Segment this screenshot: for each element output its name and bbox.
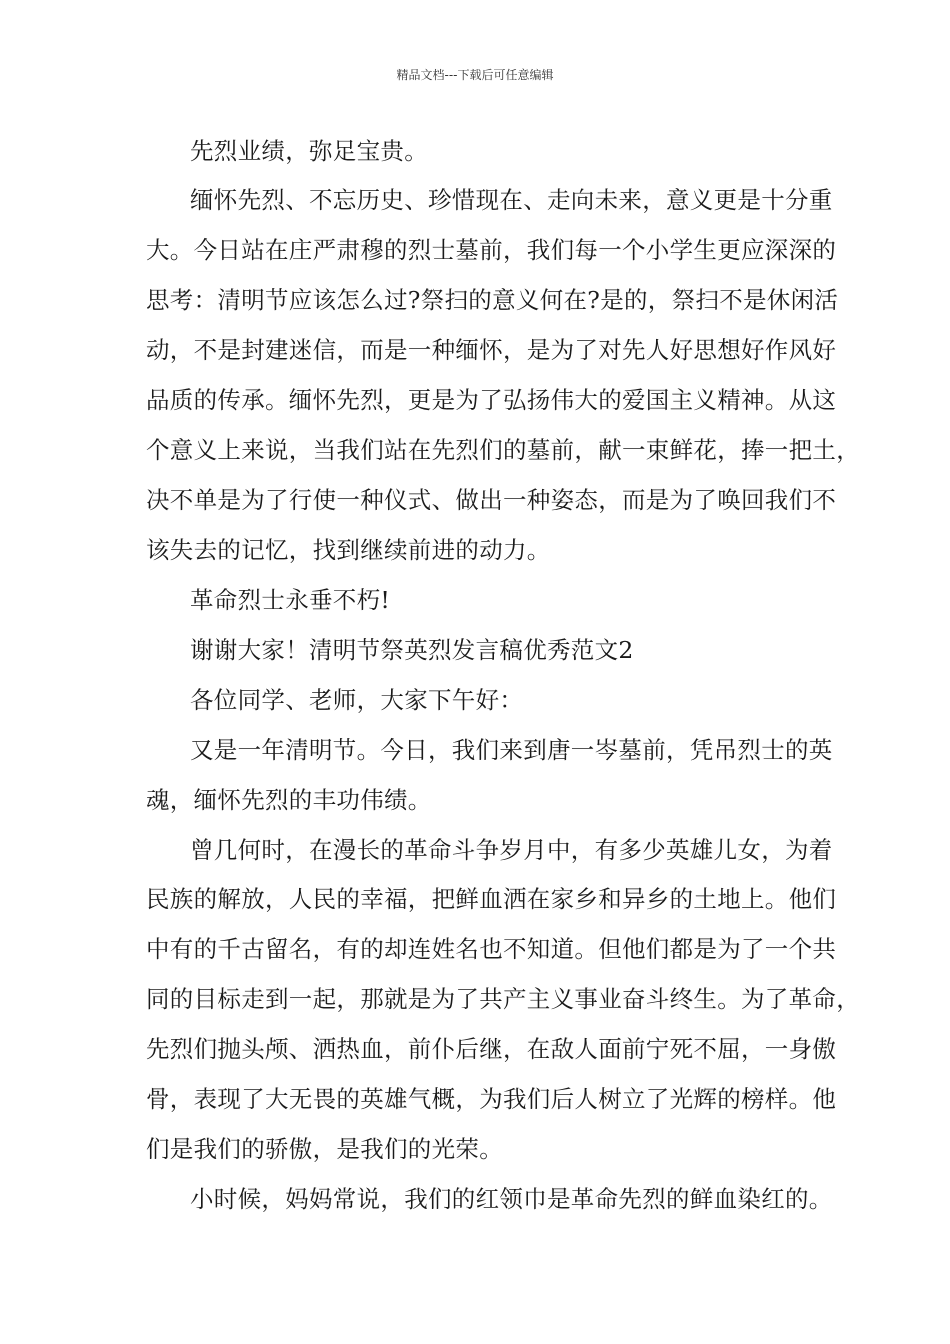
text-line: 先烈业绩，弥足宝贵。 <box>190 137 428 165</box>
text-line: 动，不是封建迷信，而是一种缅怀，是为了对先人好思想好作风好 <box>146 336 837 364</box>
text-line: 品质的传承。缅怀先烈，更是为了弘扬伟大的爱国主义精神。从这 <box>146 386 837 414</box>
text-line: 魂，缅怀先烈的丰功伟绩。 <box>146 786 432 814</box>
text-line: 各位同学、老师，大家下午好： <box>190 686 524 714</box>
text-line: 先烈们抛头颅、洒热血，前仆后继，在敌人面前宁死不屈，一身傲 <box>146 1035 837 1063</box>
page-header: 精品文档---下载后可任意编辑 <box>396 68 554 82</box>
text-line: 中有的千古留名，有的却连姓名也不知道。但他们都是为了一个共 <box>146 935 837 963</box>
text-line: 大。今日站在庄严肃穆的烈士墓前，我们每一个小学生更应深深的 <box>146 236 837 264</box>
text-line: 曾几何时，在漫长的革命斗争岁月中，有多少英雄儿女，为着 <box>190 836 833 864</box>
text-line: 思考：清明节应该怎么过?祭扫的意义何在?是的，祭扫不是休闲活 <box>146 286 839 314</box>
text-line: 同的目标走到一起，那就是为了共产主义事业奋斗终生。为了革命， <box>146 985 860 1013</box>
text-line: 们是我们的骄傲，是我们的光荣。 <box>146 1135 503 1163</box>
text-line: 个意义上来说，当我们站在先烈们的墓前，献一束鲜花，捧一把土， <box>146 436 860 464</box>
text-line: 该失去的记忆，找到继续前进的动力。 <box>146 536 551 564</box>
text-line: 民族的解放，人民的幸福，把鲜血洒在家乡和异乡的土地上。他们 <box>146 885 837 913</box>
text-line: 革命烈士永垂不朽! <box>190 586 391 614</box>
text-line: 缅怀先烈、不忘历史、珍惜现在、走向未来，意义更是十分重 <box>190 186 833 214</box>
text-line: 小时候，妈妈常说，我们的红领巾是革命先烈的鲜血染红的。 <box>190 1185 833 1213</box>
text-line: 又是一年清明节。今日，我们来到唐一岑墓前，凭吊烈士的英 <box>190 736 833 764</box>
text-line: 谢谢大家！清明节祭英烈发言稿优秀范文2 <box>190 636 634 664</box>
text-line: 决不单是为了行使一种仪式、做出一种姿态，而是为了唤回我们不 <box>146 486 837 514</box>
text-line: 骨，表现了大无畏的英雄气概，为我们后人树立了光辉的榜样。他 <box>146 1085 837 1113</box>
